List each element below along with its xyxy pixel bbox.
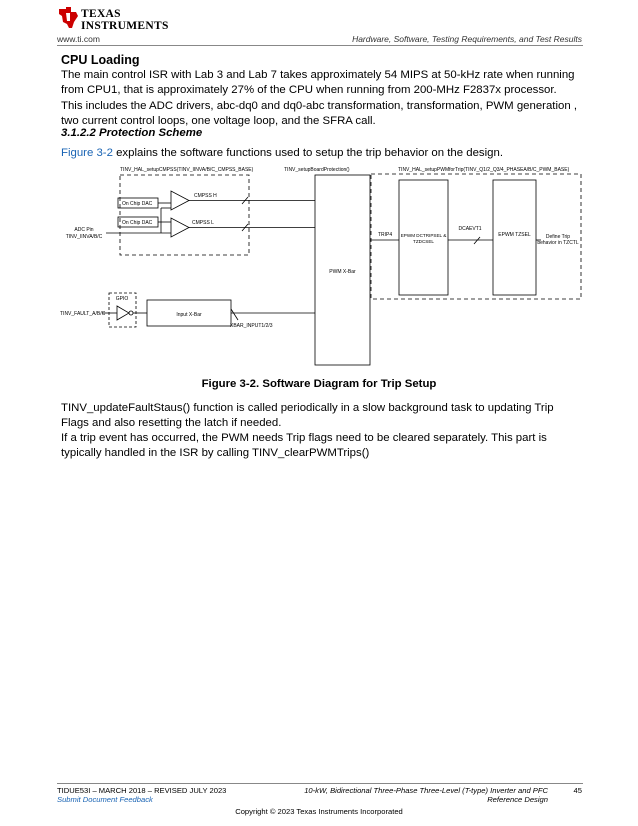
figure-3-2-link[interactable]: Figure 3-2	[61, 147, 113, 159]
fn-pwm-label: TINV_HAL_setupPWMforTrip(TINV_Q1/2_Q3/4_PHASEA/B/C_PWM_BASE)	[398, 167, 570, 173]
logo-text-texas: TEXAS	[81, 8, 121, 20]
epwm-tzsel-label: EPWM TZSEL	[498, 232, 531, 238]
cmpss-l-label: CMPSS L	[192, 220, 214, 226]
submit-feedback-link[interactable]: Submit Document Feedback	[57, 795, 153, 804]
gpio-label: GPIO	[115, 296, 129, 302]
comparator-l-icon	[171, 218, 189, 237]
define-trip-label-1: Define Trip	[545, 234, 571, 240]
page-number: 45	[573, 786, 582, 795]
cpu-loading-heading: CPU Loading	[61, 53, 140, 67]
input-xbar-label: Input X-Bar	[176, 312, 202, 318]
fault-pin-label: TINV_FAULT_A/B/C	[60, 311, 106, 317]
xbar-input-label: XBAR_INPUT1/2/3	[230, 323, 273, 329]
header-divider	[57, 45, 583, 46]
comparator-h-icon	[171, 191, 189, 210]
footer-doc-title: 10-kW, Bidirectional Three-Phase Three-Level (T-type) Inverter and PFC	[304, 786, 548, 795]
define-trip-label-2: behavior in TZCTL	[537, 240, 579, 246]
trip-setup-diagram-svg	[58, 160, 588, 370]
ti-logo	[57, 6, 167, 34]
protection-intro-text: explains the software functions used to setup the trip behavior on the design.	[112, 147, 503, 159]
footer-doc-id: TIDUE53I – MARCH 2018 – REVISED JULY 2023	[57, 786, 227, 795]
dac-1-label: On Chip DAC	[122, 201, 153, 207]
fn-cmpss-label: TINV_HAL_setupCMPSS(TINV_IINVA/B/C_CMPSS_BASE)	[120, 167, 254, 173]
adc-pin-name-label: TINV_IINVA/B/C	[65, 234, 103, 240]
epwm-dc-label-2: TZDCSEL	[413, 239, 434, 244]
cmpss-dashed-group	[120, 175, 249, 255]
adc-pin-label: ADC Pin	[74, 227, 94, 233]
logo-text-instruments: INSTRUMENTS	[81, 20, 169, 32]
fault-status-paragraph: TINV_updateFaultStaus() function is called periodically in a slow background task to updating Trip Flags and also resetting the latch if needed.	[61, 402, 554, 430]
gpio-buffer-icon	[117, 306, 129, 320]
trip-clear-paragraph: If a trip event has occurred, the PWM needs Trip flags need to be cleared separately. This part is typically handled in the ISR by calling TINV_clearPWMTrips()	[61, 432, 547, 460]
pwm-xbar-label: PWM X-Bar	[329, 269, 356, 275]
dac-2-label: On Chip DAC	[122, 220, 153, 226]
dcaevt1-label: DCAEVT1	[458, 226, 482, 232]
copyright: Copyright © 2023 Texas Instruments Incorporated	[235, 807, 403, 816]
epwm-dc-label-1: EPWM DCTRIPSEL &	[400, 233, 447, 238]
footer-doc-subtitle: Reference Design	[487, 795, 548, 804]
footer-divider	[57, 783, 583, 784]
trip-setup-diagram	[58, 160, 588, 370]
cmpss-h-label: CMPSS H	[194, 193, 217, 199]
fn-board-label: TINV_setupBoardProtection()	[284, 167, 350, 173]
protection-scheme-heading: 3.1.2.2 Protection Scheme	[61, 127, 203, 139]
header-section-title: Hardware, Software, Testing Requirements, and Test Results	[352, 34, 582, 44]
cpu-loading-paragraph: The main control ISR with Lab 3 and Lab 7 takes approximately 54 MIPS at 50-kHz rate when running from CPU1, that is approximately 27% of the CPU when running from 200-MHz F2837x processor. This includes the ADC drivers, abc-dq0 and dq0-abc transformation, transformation, PWM generation , two current control loops, one voltage loop, and the SFRA call.	[61, 69, 577, 128]
site-link[interactable]: www.ti.com	[57, 34, 100, 44]
figure-caption: Figure 3-2. Software Diagram for Trip Setup	[201, 378, 437, 390]
ti-logo-icon	[57, 6, 79, 30]
trip4-label: TRIP4	[378, 232, 393, 238]
